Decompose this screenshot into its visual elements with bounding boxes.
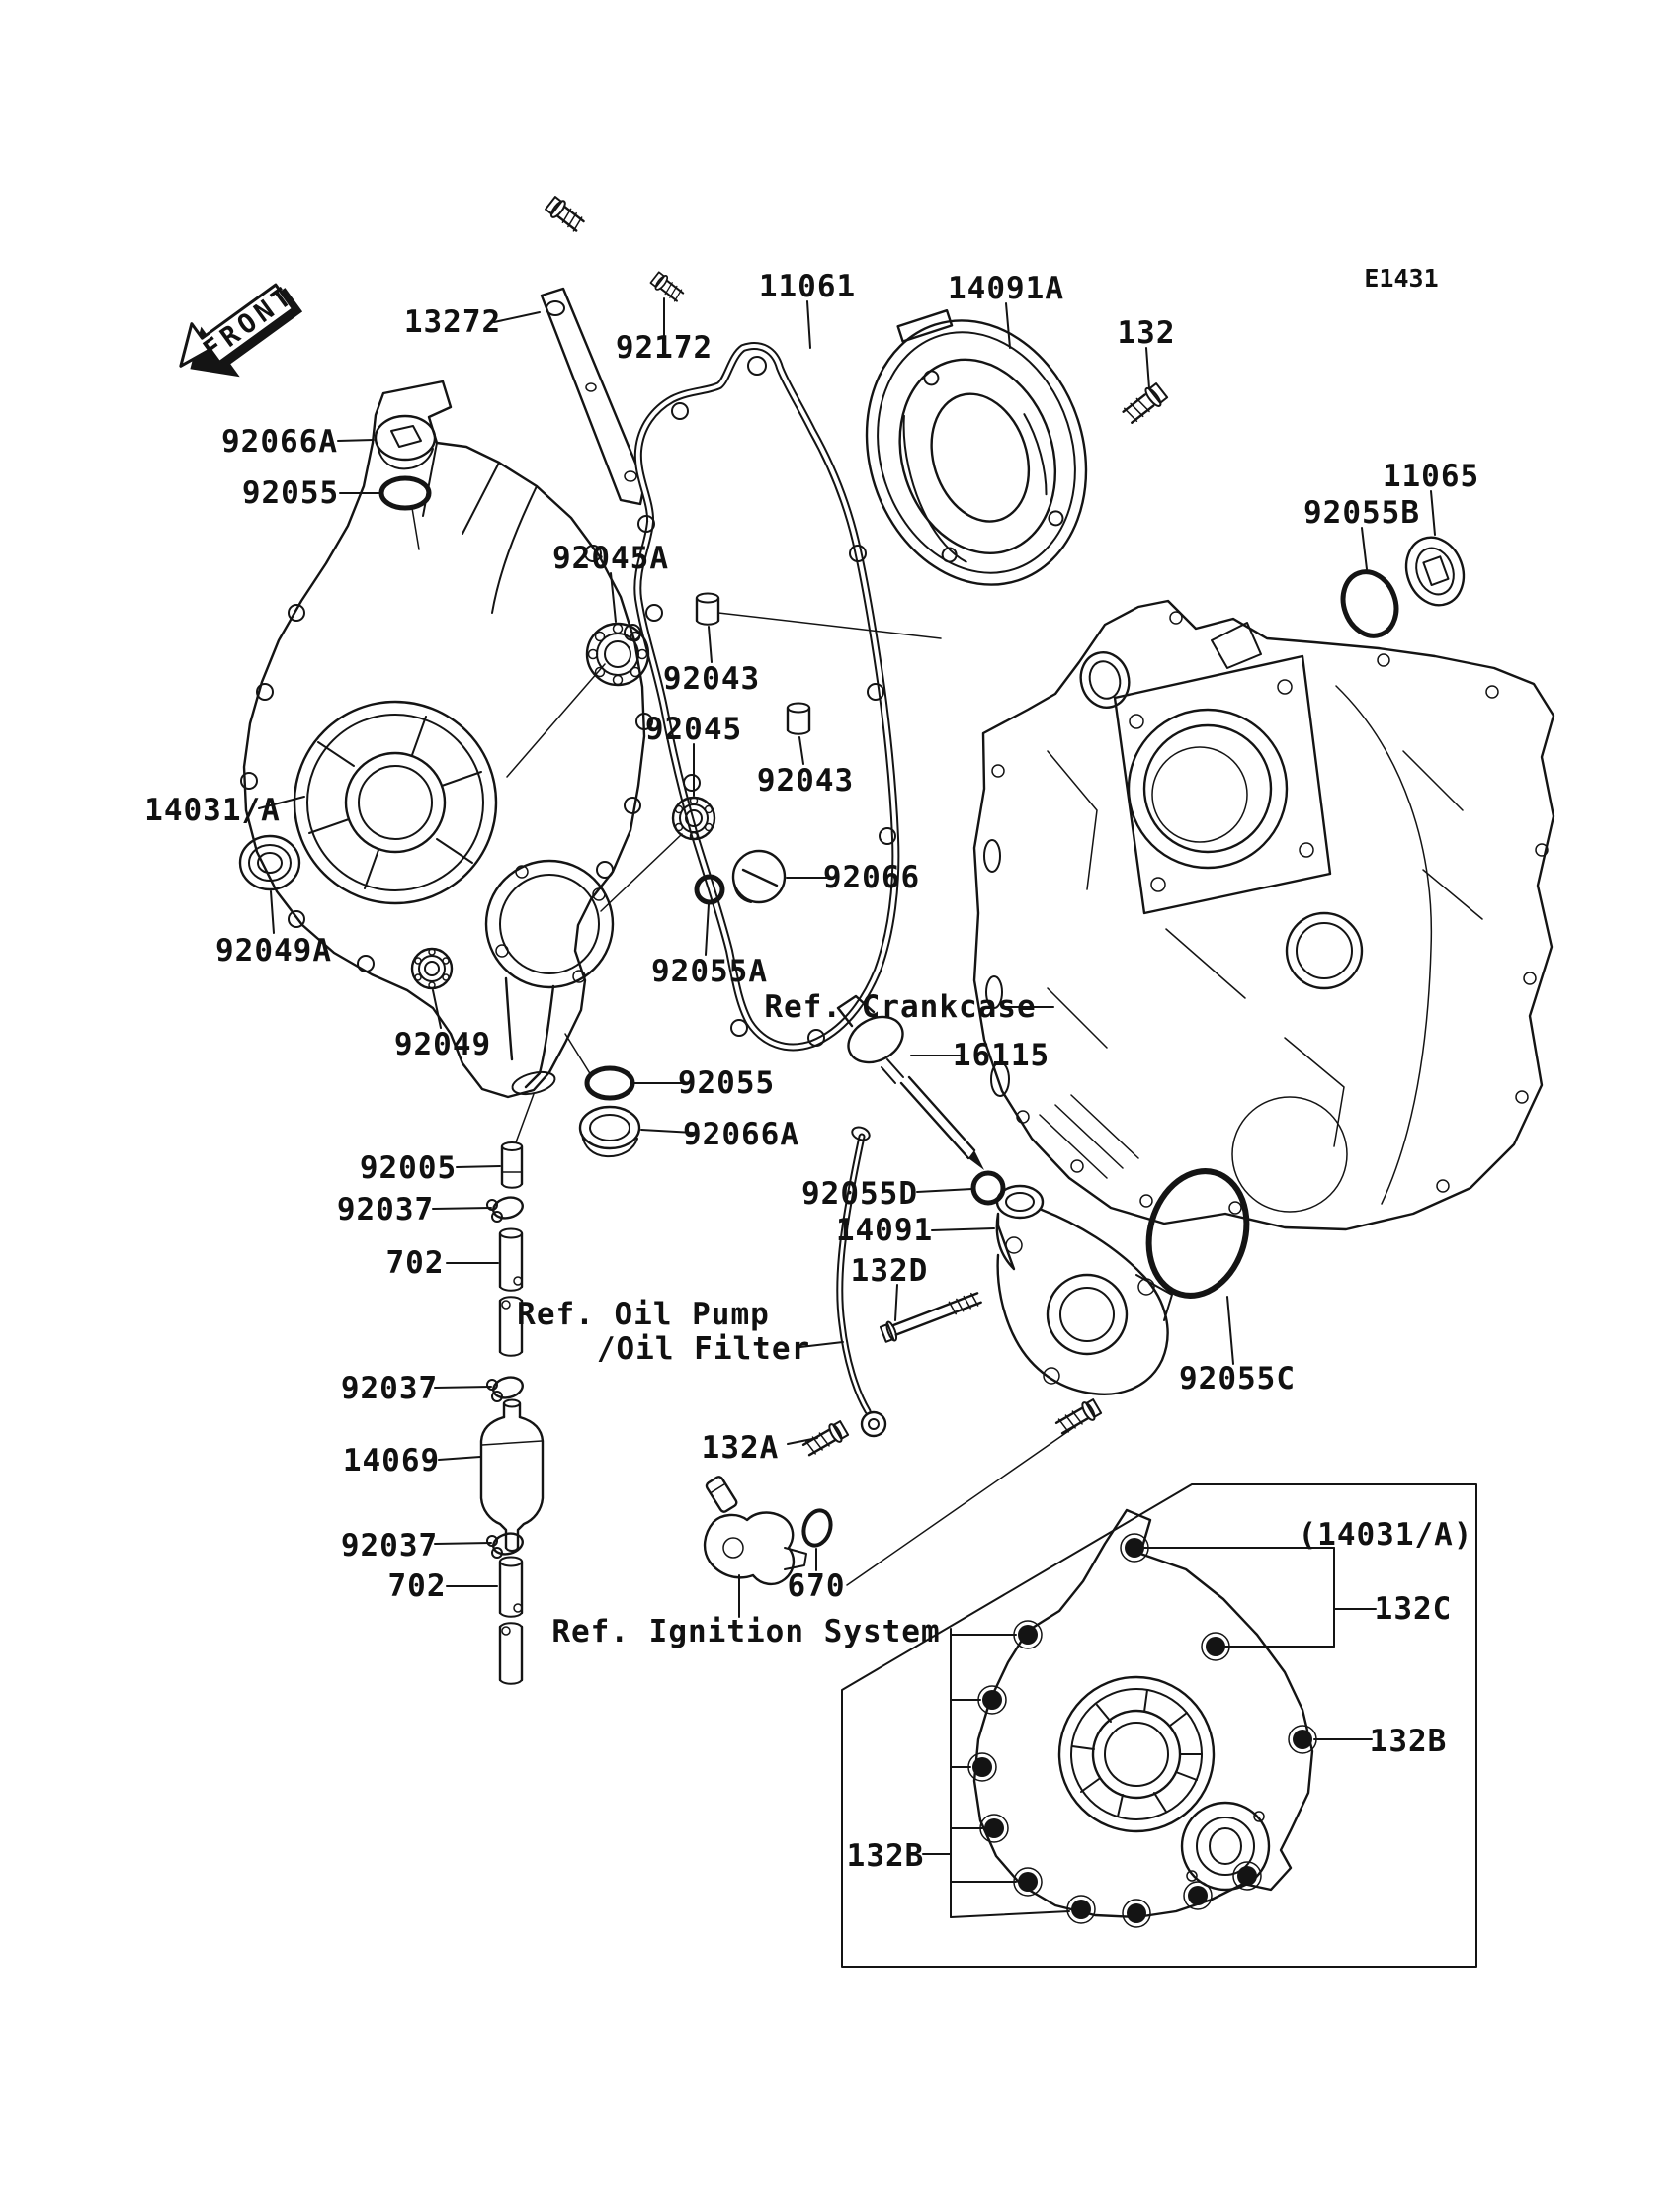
part-label-92066: 92066 [822, 860, 921, 895]
front-direction-arrow [164, 265, 314, 401]
front-label: FRONT [198, 279, 301, 367]
part-drawing-92172-screw-2 [649, 271, 685, 303]
inset-title-label: (14031/A) [1298, 1517, 1473, 1553]
ref-oil-pump-label-line2: /Oil Filter [596, 1331, 811, 1367]
part-drawing-132-bolt [1121, 381, 1168, 425]
part-label-92037-2: 92037 [340, 1371, 439, 1406]
part-drawing-92037-clamp-1 [487, 1195, 525, 1222]
part-label-92043-1: 92043 [662, 661, 761, 697]
part-drawing-13272-guide [542, 289, 644, 504]
part-label-92055D: 92055D [801, 1176, 918, 1212]
part-drawing-92037-clamp-2 [487, 1375, 525, 1401]
part-label-132C: 132C [1374, 1591, 1453, 1627]
part-label-92037-1: 92037 [336, 1192, 435, 1227]
part-drawing-92055B-oring [1334, 564, 1404, 643]
part-label-14069: 14069 [342, 1443, 441, 1479]
leader-lines [259, 298, 1435, 1617]
part-drawing-670-oring [799, 1507, 835, 1549]
ref-crankcase-label: Ref. Crankcase [764, 989, 1037, 1025]
part-label-14091: 14091 [835, 1213, 934, 1248]
part-drawing-702-tube-1 [500, 1229, 522, 1356]
part-drawing-92055-oring-2 [587, 1068, 632, 1098]
diagram-code: E1431 [1364, 264, 1439, 293]
part-drawing-92066A-plug-1 [376, 416, 435, 468]
part-label-16115: 16115 [952, 1038, 1050, 1073]
part-label-92066A-2: 92066A [683, 1117, 799, 1152]
part-label-92066A-1: 92066A [221, 424, 338, 460]
part-label-132B-right: 132B [1369, 1724, 1448, 1759]
part-labels [144, 269, 1479, 1874]
part-label-92037-3: 92037 [340, 1528, 439, 1563]
part-label-92172: 92172 [615, 330, 714, 366]
part-drawing-92043-dowel-2 [788, 704, 809, 734]
part-label-670: 670 [787, 1568, 846, 1604]
part-label-132B-left: 132B [846, 1838, 925, 1874]
part-label-92043-2: 92043 [756, 763, 855, 799]
part-drawing-92172-screw-1 [545, 196, 586, 234]
part-drawing-14091A-cover-plate [830, 283, 1120, 614]
part-label-92049: 92049 [393, 1027, 492, 1062]
part-drawing-crankcase [974, 601, 1554, 1229]
part-label-11065: 11065 [1382, 459, 1480, 494]
part-drawing-14069-breather [481, 1400, 543, 1552]
part-label-92055-1: 92055 [241, 475, 340, 511]
part-label-132A-1: 132A [701, 1430, 780, 1466]
part-label-702-2: 702 [387, 1568, 447, 1604]
part-label-132: 132 [1117, 315, 1176, 351]
ref-oil-pump-label-line1: Ref. Oil Pump [517, 1297, 770, 1332]
inset-cover-drawing [968, 1510, 1316, 1927]
cover-spokes [309, 717, 481, 888]
part-label-702-1: 702 [385, 1245, 445, 1281]
part-label-92045: 92045 [644, 712, 743, 747]
part-label-132D: 132D [850, 1253, 929, 1289]
part-drawing-92049A-seal [240, 836, 299, 889]
part-drawing-92066A-plug-2 [580, 1107, 639, 1156]
part-drawing-92066-plug [733, 851, 785, 902]
part-drawing-92043-dowel-1 [697, 594, 718, 625]
part-drawing-132A-bolt-2 [1054, 1397, 1102, 1436]
part-label-92055-2: 92055 [677, 1065, 776, 1101]
part-drawing-702-tube-2 [500, 1558, 522, 1684]
part-label-14031A: 14031/A [144, 793, 281, 828]
part-label-92055A: 92055A [651, 954, 768, 989]
part-label-14091A: 14091A [948, 271, 1064, 306]
part-drawing-92005-pin [502, 1142, 522, 1188]
part-label-11061: 11061 [758, 269, 857, 304]
ref-ignition-label: Ref. Ignition System [551, 1614, 941, 1649]
part-label-92005: 92005 [359, 1150, 458, 1186]
part-label-92055C: 92055C [1179, 1361, 1296, 1396]
part-label-92045A: 92045A [552, 541, 669, 576]
part-label-92055B: 92055B [1303, 495, 1420, 531]
part-drawing-11065-cap [1397, 530, 1473, 614]
inset-bolt-dots [972, 1538, 1312, 1923]
part-drawing-92045A-bearing [587, 624, 648, 685]
part-label-92049A: 92049A [215, 933, 332, 969]
part-drawing-92049-seal [412, 949, 452, 988]
part-label-13272: 13272 [403, 304, 502, 340]
part-drawing-92055-oring-1 [381, 478, 429, 508]
